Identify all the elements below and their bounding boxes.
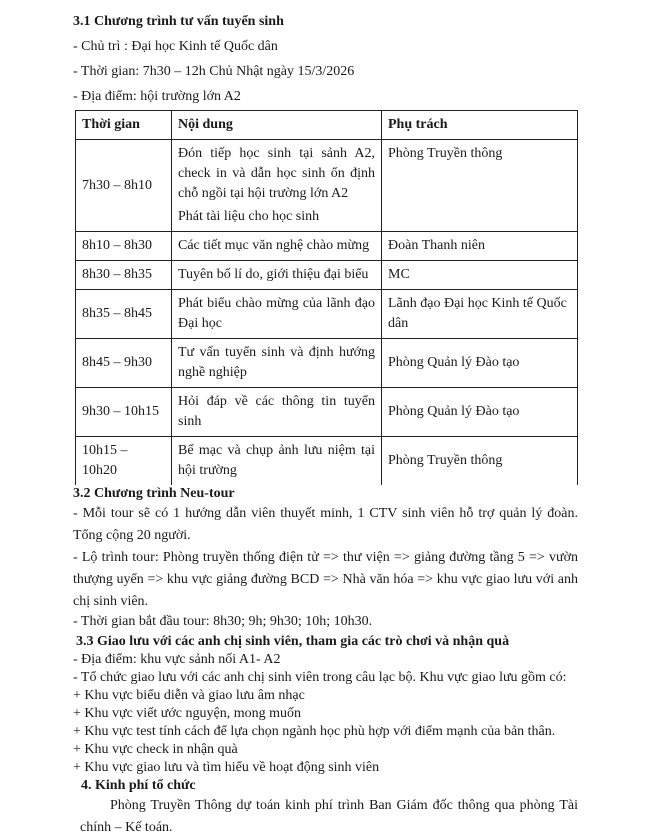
cell-owner: Đoàn Thanh niên xyxy=(382,232,578,261)
table-row xyxy=(76,339,578,388)
tour-start-times: - Thời gian bắt đầu tour: 8h30; 9h; 9h30; 10h; 10h30. xyxy=(73,614,373,629)
cell-content-extra: Phát tài liệu cho học sinh xyxy=(178,209,320,224)
table-header-row xyxy=(76,111,578,140)
location-line: - Địa điểm: hội trường lớn A2 xyxy=(73,89,241,104)
cell-content: Tư vấn tuyển sinh và định hướng nghề nghiệp xyxy=(172,339,382,388)
cell-time: 8h45 – 9h30 xyxy=(76,339,172,388)
cell-owner: MC xyxy=(382,261,578,290)
document-page xyxy=(73,0,578,839)
table-row xyxy=(76,261,578,290)
section-4-title: 4. Kinh phí tổ chức xyxy=(81,778,196,793)
cell-owner: Lãnh đạo Đại học Kinh tế Quốc dân xyxy=(382,290,578,339)
cell-content: Phát biểu chào mừng của lãnh đạo Đại học xyxy=(172,290,382,339)
cell-owner: Phòng Truyền thông xyxy=(382,140,578,232)
table-row xyxy=(76,232,578,261)
section-3-3-title: 3.3 Giao lưu với các anh chị sinh viên, tham gia các trò chơi và nhận quà xyxy=(76,634,510,649)
exchange-location: - Địa điểm: khu vực sảnh nối A1- A2 xyxy=(73,652,281,667)
area-item: + Khu vực check in nhận quà xyxy=(73,742,238,757)
budget-paragraph: Phòng Truyền Thông dự toán kinh phí trình Ban Giám đốc thông qua phòng Tài chính – Kế toán. xyxy=(80,798,578,835)
time-line: - Thời gian: 7h30 – 12h Chủ Nhật ngày 15/3/2026 xyxy=(73,64,355,79)
cell-owner: Phòng Quản lý Đào tạo xyxy=(382,388,578,437)
area-item: + Khu vực test tính cách để lựa chọn ngành học phù hợp với điểm mạnh của bản thân. xyxy=(73,724,556,739)
header-time: Thời gian xyxy=(76,111,172,140)
table-row xyxy=(76,290,578,339)
cell-time: 7h30 – 8h10 xyxy=(76,140,172,232)
header-content: Nội dung xyxy=(172,111,382,140)
tour-staff-paragraph: - Mỗi tour sẽ có 1 hướng dẫn viên thuyết minh, 1 CTV sinh viên hỗ trợ quản lý đoàn. Tổng cộng 20 người. xyxy=(73,506,578,543)
cell-content-main: Đón tiếp học sinh tại sảnh A2, check in và dẫn học sinh ổn định chỗ ngồi tại hội trường lớn A2 xyxy=(178,146,375,201)
header-owner: Phụ trách xyxy=(382,111,578,140)
cell-time: 9h30 – 10h15 xyxy=(76,388,172,437)
cell-owner: Phòng Quản lý Đào tạo xyxy=(382,339,578,388)
table-row xyxy=(76,388,578,437)
cell-content: Bế mạc và chụp ảnh lưu niệm tại hội trường xyxy=(172,437,382,486)
cell-content: Tuyên bố lí do, giới thiệu đại biểu xyxy=(172,261,382,290)
table-row xyxy=(76,140,578,232)
cell-content xyxy=(172,140,382,232)
section-3-2-title: 3.2 Chương trình Neu-tour xyxy=(73,486,235,501)
table-row xyxy=(76,437,578,486)
cell-time: 8h35 – 8h45 xyxy=(76,290,172,339)
area-item: + Khu vực viết ước nguyện, mong muốn xyxy=(73,706,301,721)
schedule-table xyxy=(75,110,578,485)
cell-time: 8h30 – 8h35 xyxy=(76,261,172,290)
cell-time: 10h15 – 10h20 xyxy=(76,437,172,486)
cell-owner: Phòng Truyền thông xyxy=(382,437,578,486)
cell-content: Hỏi đáp về các thông tin tuyển sinh xyxy=(172,388,382,437)
host-line: - Chủ trì : Đại học Kinh tế Quốc dân xyxy=(73,39,278,54)
area-item: + Khu vực biểu diễn và giao lưu âm nhạc xyxy=(73,688,305,703)
area-item: + Khu vực giao lưu và tìm hiểu về hoạt động sinh viên xyxy=(73,760,380,775)
cell-content: Các tiết mục văn nghệ chào mừng xyxy=(172,232,382,261)
section-3-1-title: 3.1 Chương trình tư vấn tuyển sinh xyxy=(73,14,284,29)
cell-time: 8h10 – 8h30 xyxy=(76,232,172,261)
tour-route-paragraph: - Lộ trình tour: Phòng truyền thống điện tử => thư viện => giảng đường tầng 5 => vườn thượng uyển => khu vực giảng đường BCD => Nhà văn hóa => khu vực giao lưu với anh chị sinh viên. xyxy=(73,550,578,609)
exchange-intro: - Tổ chức giao lưu với các anh chị sinh viên trong câu lạc bộ. Khu vực giao lưu gồm có: xyxy=(73,670,567,685)
